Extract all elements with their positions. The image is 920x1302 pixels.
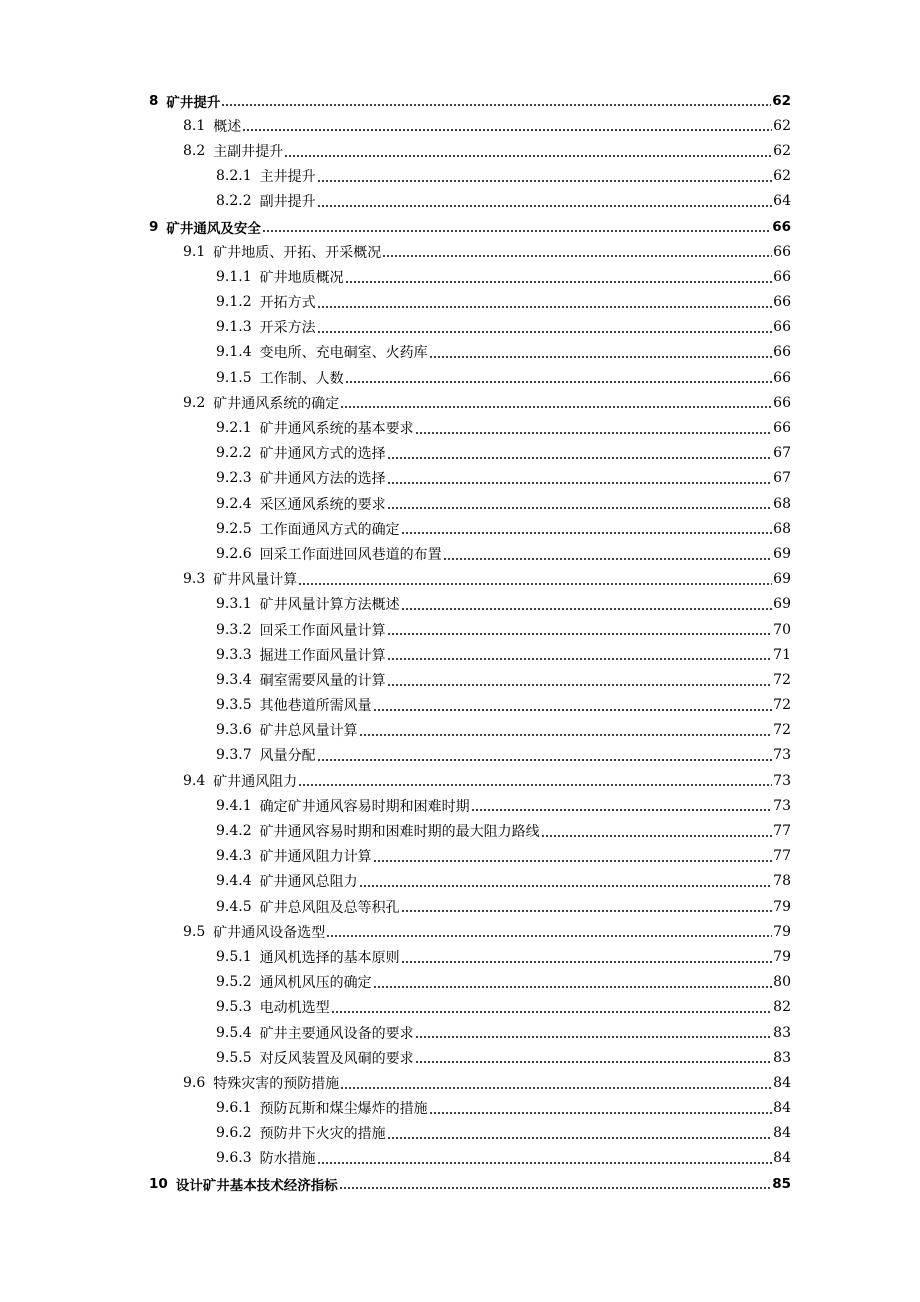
toc-entry-page-number: 66	[773, 394, 791, 411]
toc-entry-level-3[interactable]	[0, 743, 920, 768]
dot-leader	[317, 180, 773, 182]
toc-entry-title: 通风机选择的基本原则	[259, 949, 400, 966]
toc-entry-page-number: 66	[773, 369, 791, 386]
toc-entry-level-2[interactable]	[0, 113, 920, 138]
toc-entry-level-3[interactable]	[0, 441, 920, 466]
dot-leader	[359, 885, 773, 887]
toc-entry-page-number: 69	[773, 596, 791, 613]
toc-entry-page-number: 69	[773, 545, 791, 562]
toc-entry-level-3[interactable]	[0, 995, 920, 1020]
toc-entry-number: 9.3.6	[216, 722, 252, 739]
toc-entry-number: 9.1.2	[216, 294, 252, 311]
dot-leader	[471, 809, 773, 811]
toc-entry-number: 9.6.2	[216, 1125, 252, 1142]
toc-entry-page-number: 68	[773, 520, 791, 537]
toc-entry-number: 9.3.5	[216, 697, 252, 714]
toc-entry-page-number: 84	[773, 1125, 791, 1142]
dot-leader	[415, 1061, 773, 1063]
dot-leader	[443, 558, 773, 560]
toc-entry-number: 9.3	[183, 571, 206, 588]
toc-entry-level-2[interactable]	[0, 567, 920, 592]
toc-entry-level-3[interactable]	[0, 894, 920, 919]
toc-entry-level-3[interactable]	[0, 869, 920, 894]
toc-entry-title: 矿井主要通风设备的要求	[259, 1025, 414, 1042]
dot-leader	[317, 331, 773, 333]
toc-entry-page-number: 83	[773, 1024, 791, 1041]
toc-entry-number: 9.2.2	[216, 445, 252, 462]
dot-leader	[340, 1087, 772, 1089]
toc-entry-title: 矿井通风阻力	[213, 773, 298, 790]
toc-entry-page-number: 66	[773, 420, 791, 437]
toc-entry-title: 开采方法	[259, 320, 316, 337]
toc-entry-number: 9.1.4	[216, 344, 252, 361]
toc-entry-number: 9.1	[183, 243, 206, 260]
toc-entry-level-3[interactable]	[0, 617, 920, 642]
toc-entry-page-number: 66	[773, 294, 791, 311]
toc-entry-level-3[interactable]	[0, 315, 920, 340]
toc-entry-title: 副井提升	[259, 194, 316, 211]
toc-entry-number: 9.3.2	[216, 621, 252, 638]
toc-entry-page-number: 72	[773, 671, 791, 688]
toc-entry-number: 9.5.4	[216, 1024, 252, 1041]
toc-entry-title: 矿井地质概况	[259, 269, 344, 286]
toc-entry-number: 9.1.1	[216, 268, 252, 285]
toc-entry-title: 防水措施	[259, 1151, 316, 1168]
toc-entry-page-number: 84	[773, 1074, 791, 1091]
toc-entry-level-2[interactable]	[0, 390, 920, 415]
toc-entry-number: 9.5.2	[216, 974, 252, 991]
dot-leader	[415, 432, 773, 434]
toc-entry-level-3[interactable]	[0, 1121, 920, 1146]
dot-leader	[331, 1011, 773, 1013]
toc-entry-page-number: 69	[773, 571, 791, 588]
dot-leader	[326, 935, 772, 937]
dot-leader	[387, 507, 773, 509]
dot-leader	[284, 155, 772, 157]
toc-entry-page-number: 84	[773, 1150, 791, 1167]
toc-entry-number: 8.1	[183, 117, 206, 134]
dot-leader	[345, 381, 773, 383]
dot-leader	[387, 658, 773, 660]
toc-entry-level-3[interactable]	[0, 340, 920, 365]
toc-entry-level-3[interactable]	[0, 189, 920, 214]
toc-entry-title: 矿井总风量计算	[259, 723, 358, 740]
toc-entry-level-3[interactable]	[0, 970, 920, 995]
toc-entry-title: 矿井通风方式的选择	[259, 446, 386, 463]
toc-entry-title: 特殊灾害的预防措施	[213, 1075, 340, 1092]
dot-leader	[317, 759, 773, 761]
toc-entry-level-3[interactable]	[0, 1146, 920, 1171]
toc-entry-page-number: 66	[772, 218, 791, 235]
toc-entry-title: 矿井通风总阻力	[259, 874, 358, 891]
dot-leader	[541, 835, 773, 837]
dot-leader	[429, 1112, 773, 1114]
toc-entry-level-3[interactable]	[0, 1045, 920, 1070]
toc-entry-page-number: 62	[773, 168, 791, 185]
toc-entry-number: 9	[149, 218, 159, 235]
toc-entry-page-number: 77	[773, 823, 791, 840]
dot-leader	[387, 684, 773, 686]
toc-entry-title: 矿井通风系统的确定	[213, 395, 340, 412]
dot-leader	[345, 281, 773, 283]
dot-leader	[317, 1162, 773, 1164]
toc-entry-page-number: 72	[773, 722, 791, 739]
toc-entry-level-3[interactable]	[0, 693, 920, 718]
toc-entry-number: 9.2.3	[216, 470, 252, 487]
dot-leader	[415, 1036, 773, 1038]
dot-leader	[317, 306, 773, 308]
toc-entry-level-3[interactable]	[0, 718, 920, 743]
dot-leader	[373, 986, 773, 988]
dot-leader	[401, 910, 773, 912]
dot-leader	[221, 104, 771, 107]
dot-leader	[340, 406, 772, 408]
toc-entry-title: 矿井提升	[166, 94, 221, 111]
toc-entry-title: 矿井总风阻及总等积孔	[259, 899, 400, 916]
toc-entry-number: 9.6.3	[216, 1150, 252, 1167]
toc-entry-number: 9.2.1	[216, 420, 252, 437]
toc-entry-title: 工作面通风方式的确定	[259, 521, 400, 538]
toc-entry-number: 9.3.3	[216, 646, 252, 663]
toc-entry-level-1[interactable]	[0, 1171, 920, 1196]
dot-leader	[373, 860, 773, 862]
dot-leader	[373, 709, 773, 711]
toc-entry-number: 9.2.4	[216, 495, 252, 512]
toc-entry-level-2[interactable]	[0, 919, 920, 944]
toc-entry-number: 10	[149, 1175, 168, 1192]
toc-entry-number: 9.4	[183, 772, 206, 789]
toc-entry-level-3[interactable]	[0, 415, 920, 440]
toc-entry-number: 9.1.5	[216, 369, 252, 386]
toc-entry-title: 矿井通风方法的选择	[259, 471, 386, 488]
dot-leader	[401, 961, 773, 963]
dot-leader	[387, 633, 773, 635]
toc-entry-number: 9.3.7	[216, 747, 252, 764]
toc-entry-title: 概述	[213, 118, 242, 135]
toc-entry-level-3[interactable]	[0, 592, 920, 617]
toc-entry-level-2[interactable]	[0, 768, 920, 793]
toc-entry-number: 9.5	[183, 923, 206, 940]
toc-entry-title: 工作制、人数	[259, 370, 344, 387]
toc-entry-page-number: 67	[773, 470, 791, 487]
dot-leader	[359, 734, 773, 736]
toc-entry-page-number: 73	[773, 747, 791, 764]
toc-entry-title: 预防瓦斯和煤尘爆炸的措施	[259, 1101, 428, 1118]
dot-leader	[382, 255, 772, 257]
toc-entry-number: 9.4.2	[216, 823, 252, 840]
toc-entry-page-number: 85	[772, 1175, 791, 1192]
toc-entry-title: 主井提升	[259, 169, 316, 186]
dot-leader	[317, 205, 773, 207]
toc-entry-page-number: 84	[773, 1100, 791, 1117]
toc-entry-level-3[interactable]	[0, 491, 920, 516]
toc-entry-title: 预防井下火灾的措施	[259, 1126, 386, 1143]
toc-entry-level-3[interactable]	[0, 844, 920, 869]
toc-entry-level-3[interactable]	[0, 667, 920, 692]
toc-entry-page-number: 73	[773, 797, 791, 814]
toc-entry-number: 9.5.5	[216, 1049, 252, 1066]
toc-entry-level-3[interactable]	[0, 541, 920, 566]
toc-entry-level-2[interactable]	[0, 1070, 920, 1095]
toc-entry-title: 掘进工作面风量计算	[259, 647, 386, 664]
toc-entry-number: 9.6	[183, 1074, 206, 1091]
toc-entry-page-number: 71	[773, 646, 791, 663]
toc-entry-number: 9.3.4	[216, 671, 252, 688]
toc-entry-number: 9.4.5	[216, 898, 252, 915]
toc-entry-number: 9.4.4	[216, 873, 252, 890]
toc-entry-page-number: 80	[773, 974, 791, 991]
toc-entry-level-3[interactable]	[0, 466, 920, 491]
toc-entry-page-number: 83	[773, 1049, 791, 1066]
toc-entry-title: 采区通风系统的要求	[259, 496, 386, 513]
toc-entry-title: 矿井地质、开拓、开采概况	[213, 244, 382, 261]
toc-entry-level-3[interactable]	[0, 793, 920, 818]
toc-entry-page-number: 79	[773, 898, 791, 915]
toc-entry-title: 电动机选型	[259, 1000, 330, 1017]
toc-entry-title: 通风机风压的确定	[259, 975, 372, 992]
toc-entry-number: 8.2.1	[216, 168, 252, 185]
toc-entry-number: 9.6.1	[216, 1100, 252, 1117]
toc-entry-title: 回采工作面进回风巷道的布置	[259, 546, 442, 563]
dot-leader	[298, 784, 772, 786]
toc-entry-page-number: 67	[773, 445, 791, 462]
toc-entry-title: 矿井通风阻力计算	[259, 849, 372, 866]
toc-entry-number: 9.3.1	[216, 596, 252, 613]
toc-entry-level-2[interactable]	[0, 138, 920, 163]
toc-entry-title: 对反风装置及风硐的要求	[259, 1050, 414, 1067]
toc-entry-number: 9.2.6	[216, 545, 252, 562]
toc-entry-title: 矿井通风及安全	[166, 220, 261, 237]
toc-entry-number: 8.2.2	[216, 193, 252, 210]
toc-entry-number: 9.1.3	[216, 319, 252, 336]
toc-entry-page-number: 64	[773, 193, 791, 210]
dot-leader	[387, 482, 773, 484]
toc-entry-number: 9.5.1	[216, 948, 252, 965]
toc-entry-title: 开拓方式	[259, 295, 316, 312]
toc-entry-level-3[interactable]	[0, 365, 920, 390]
toc-entry-level-3[interactable]	[0, 818, 920, 843]
toc-entry-number: 9.2	[183, 394, 206, 411]
toc-entry-page-number: 66	[773, 344, 791, 361]
toc-entry-title: 矿井风量计算方法概述	[259, 597, 400, 614]
toc-entry-page-number: 66	[773, 319, 791, 336]
toc-entry-level-1[interactable]	[0, 88, 920, 113]
toc-entry-title: 确定矿井通风容易时期和困难时期	[259, 798, 470, 815]
toc-entry-page-number: 79	[773, 948, 791, 965]
toc-entry-title: 硐室需要风量的计算	[259, 672, 386, 689]
toc-entry-page-number: 78	[773, 873, 791, 890]
toc-entry-page-number: 70	[773, 621, 791, 638]
toc-entry-page-number: 73	[773, 772, 791, 789]
toc-entry-number: 8.2	[183, 142, 206, 159]
toc-entry-title: 设计矿井基本技术经济指标	[175, 1177, 338, 1194]
toc-entry-level-1[interactable]	[0, 214, 920, 239]
toc-entry-page-number: 72	[773, 697, 791, 714]
dot-leader	[401, 608, 773, 610]
dot-leader	[387, 1137, 773, 1139]
toc-entry-page-number: 66	[773, 268, 791, 285]
toc-entry-page-number: 79	[773, 923, 791, 940]
toc-entry-level-3[interactable]	[0, 1096, 920, 1121]
dot-leader	[339, 1187, 771, 1190]
dot-leader	[387, 457, 773, 459]
toc-entry-title: 矿井通风容易时期和困难时期的最大阻力路线	[259, 824, 540, 841]
toc-entry-title: 矿井通风系统的基本要求	[259, 421, 414, 438]
toc-entry-level-3[interactable]	[0, 264, 920, 289]
dot-leader	[298, 583, 772, 585]
toc-entry-number: 9.4.3	[216, 848, 252, 865]
toc-entry-title: 变电所、充电硐室、火药库	[259, 345, 428, 362]
toc-entry-number: 9.4.1	[216, 797, 252, 814]
toc-entry-level-3[interactable]	[0, 290, 920, 315]
toc-entry-title: 其他巷道所需风量	[259, 698, 372, 715]
toc-entry-page-number: 62	[773, 117, 791, 134]
toc-entry-page-number: 82	[773, 999, 791, 1016]
dot-leader	[262, 230, 771, 233]
toc-entry-page-number: 68	[773, 495, 791, 512]
toc-entry-page-number: 62	[772, 92, 791, 109]
toc-entry-title: 风量分配	[259, 748, 316, 765]
toc-entry-title: 矿井风量计算	[213, 572, 298, 589]
dot-leader	[242, 129, 772, 131]
toc-entry-level-2[interactable]	[0, 239, 920, 264]
toc-entry-page-number: 62	[773, 142, 791, 159]
toc-entry-title: 回采工作面风量计算	[259, 622, 386, 639]
toc-entry-level-3[interactable]	[0, 516, 920, 541]
toc-entry-page-number: 66	[773, 243, 791, 260]
toc-entry-level-3[interactable]	[0, 642, 920, 667]
dot-leader	[401, 532, 773, 534]
table-of-contents	[0, 88, 920, 1196]
toc-entry-level-3[interactable]	[0, 944, 920, 969]
dot-leader	[429, 356, 773, 358]
toc-entry-number: 9.2.5	[216, 520, 252, 537]
toc-entry-number: 8	[149, 92, 159, 109]
toc-entry-number: 9.5.3	[216, 999, 252, 1016]
toc-entry-level-3[interactable]	[0, 164, 920, 189]
toc-entry-title: 主副井提升	[213, 143, 284, 160]
toc-entry-title: 矿井通风设备选型	[213, 924, 326, 941]
toc-entry-page-number: 77	[773, 848, 791, 865]
toc-entry-level-3[interactable]	[0, 1020, 920, 1045]
